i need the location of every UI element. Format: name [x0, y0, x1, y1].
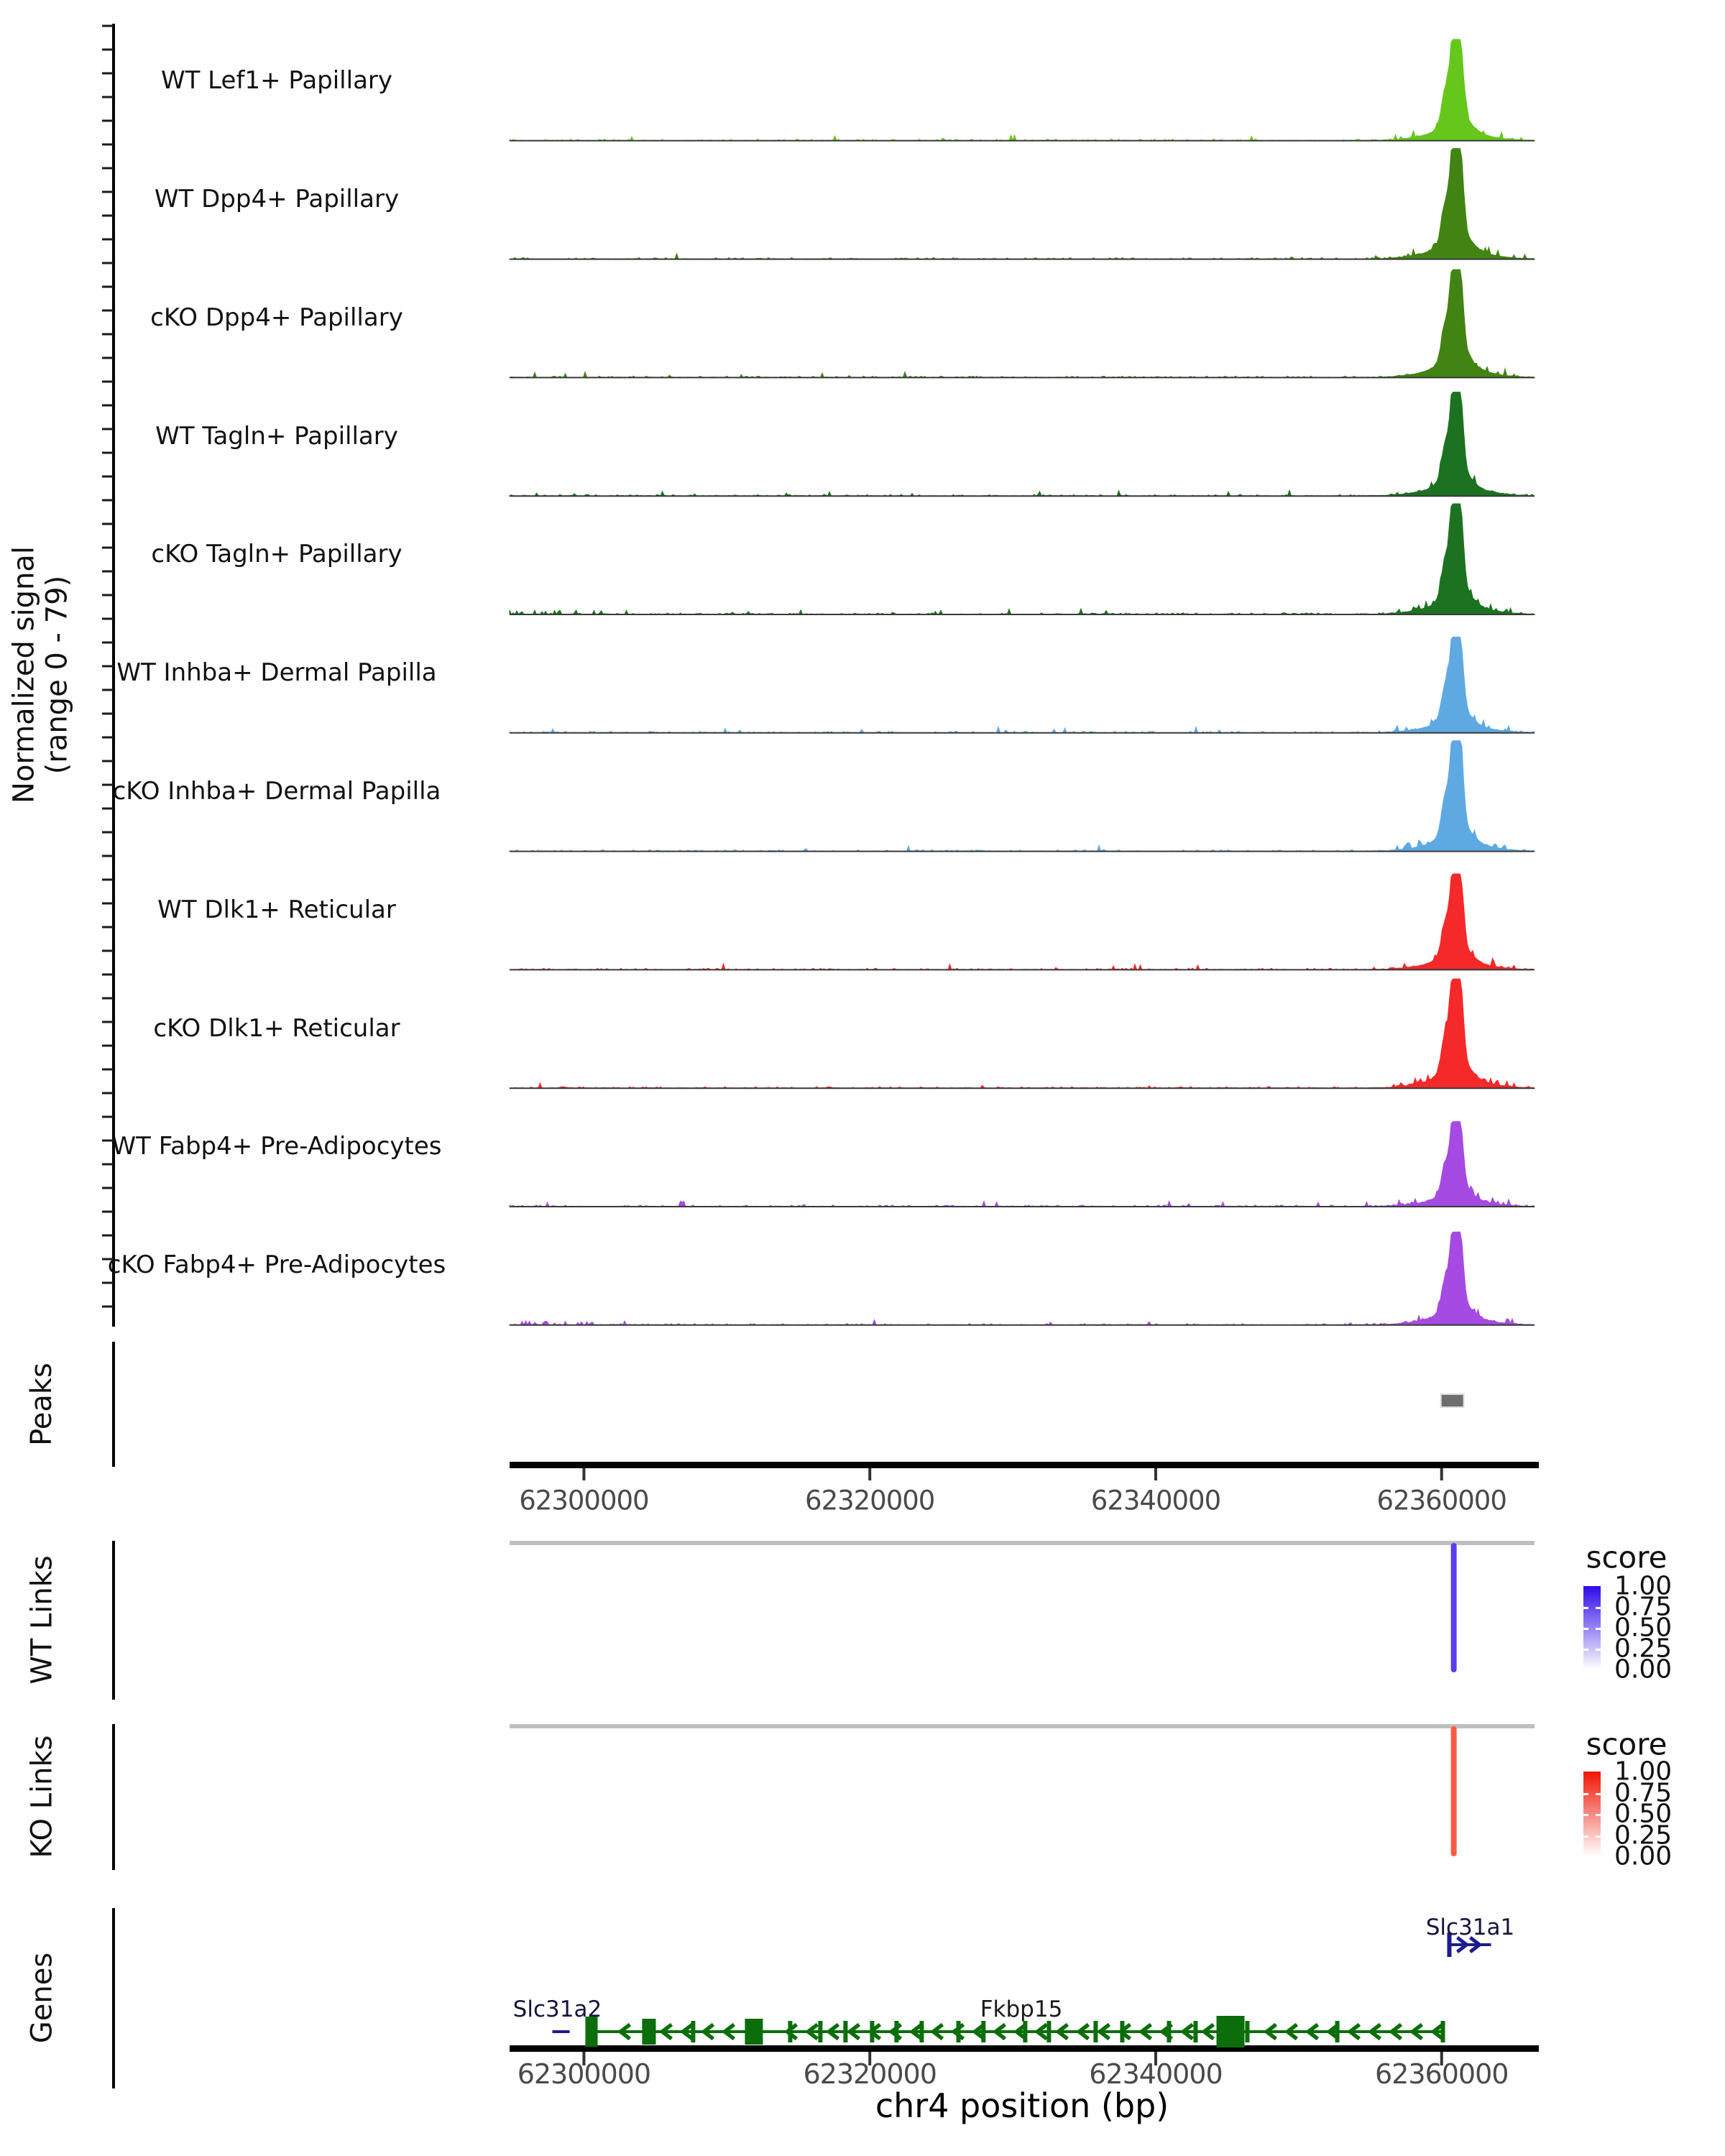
- axis-tick-label-2: 62340000: [1089, 2058, 1223, 2090]
- legend-value-label: 0.25: [1614, 1820, 1673, 1850]
- axis-tick-label-3: 62360000: [1376, 1485, 1506, 1516]
- gene-exon-box-Fkbp15-1: [642, 2019, 656, 2045]
- legend-tick: [1583, 1814, 1588, 1816]
- gene-name-label-Slc31a2: Slc31a2: [512, 1996, 602, 2022]
- ko-links-topline: [510, 1724, 1535, 1728]
- legend-tick: [1583, 1607, 1588, 1609]
- gene-body-Slc31a2: [552, 2030, 569, 2033]
- signal-area-track-9: [510, 1122, 1535, 1207]
- signal-axis-label-line2: (range 0 - 79): [40, 575, 74, 775]
- signal-area-track-8: [510, 979, 1535, 1088]
- track-label-3: WT Tagln+ Papillary: [155, 421, 398, 451]
- signal-area-track-3: [510, 392, 1535, 497]
- signal-area-track-1: [510, 149, 1535, 259]
- wt-link-line: [1451, 1543, 1457, 1672]
- legend-value-label: 1.00: [1614, 1571, 1673, 1601]
- signal-area-track-0: [510, 40, 1535, 141]
- axis-tick-label-1: 62320000: [803, 2058, 937, 2090]
- wt-score-legend-title: score: [1586, 1539, 1668, 1575]
- legend-tick: [1596, 1835, 1601, 1838]
- track-label-4: cKO Tagln+ Papillary: [151, 540, 402, 569]
- legend-tick: [1583, 1835, 1588, 1838]
- section-label-ko-links: KO Links: [25, 1735, 59, 1858]
- gene-exon-tick-Fkbp15-15: [1245, 2021, 1249, 2042]
- signal-area-track-5: [510, 637, 1535, 732]
- genome-axis: [510, 1462, 1539, 1468]
- track-label-0: WT Lef1+ Papillary: [160, 66, 393, 96]
- section-label-genes: Genes: [25, 1952, 59, 2044]
- section-label-wt-links: WT Links: [25, 1555, 59, 1685]
- signal-area-track-6: [510, 741, 1535, 852]
- track-label-1: WT Dpp4+ Papillary: [154, 184, 400, 213]
- axis-tick-label-0: 62300000: [519, 1485, 649, 1516]
- legend-value-label: 0.50: [1614, 1799, 1673, 1829]
- legend-tick: [1596, 1628, 1601, 1630]
- legend-tick: [1583, 1793, 1588, 1795]
- track-label-2: cKO Dpp4+ Papillary: [150, 303, 403, 332]
- legend-tick: [1583, 1649, 1588, 1651]
- signal-axis-label: [8, 24, 74, 1327]
- legend-value-label: 0.25: [1614, 1634, 1673, 1664]
- legend-tick: [1596, 1649, 1601, 1651]
- section-label-peaks: Peaks: [25, 1363, 58, 1446]
- legend-value-label: 0.50: [1614, 1613, 1673, 1643]
- legend-value-label: 0.00: [1614, 1654, 1673, 1685]
- gene-exon-tick-Fkbp15-2: [818, 2021, 822, 2042]
- signal-area-track-4: [510, 504, 1535, 614]
- ko-score-legend-title: score: [1586, 1726, 1668, 1762]
- legend-value-label: 0.00: [1614, 1841, 1673, 1871]
- gene-exon-tick-Fkbp15-10: [1046, 2021, 1051, 2042]
- signal-area-track-10: [510, 1232, 1535, 1325]
- x-axis-title: chr4 position (bp): [875, 2086, 1169, 2125]
- axis-tick-label-0: 62300000: [517, 2058, 651, 2090]
- signal-area-track-7: [510, 874, 1535, 969]
- track-label-8: cKO Dlk1+ Reticular: [153, 1013, 400, 1043]
- gene-name-label-Fkbp15: Fkbp15: [980, 1996, 1063, 2022]
- wt-links-topline: [510, 1541, 1535, 1545]
- gene-exon-tick-Fkbp15-5: [894, 2021, 898, 2042]
- track-label-10: cKO Fabp4+ Pre-Adipocytes: [107, 1250, 446, 1280]
- legend-tick: [1596, 1607, 1601, 1609]
- gene-name-label-Slc31a1: Slc31a1: [1425, 1915, 1515, 1940]
- axis-tick-label-2: 62340000: [1090, 1485, 1221, 1516]
- gene-exon-tick-Fkbp15-14: [1193, 2021, 1197, 2042]
- legend-value-label: 0.75: [1614, 1778, 1673, 1807]
- wt-score-gradient-bar: [1583, 1586, 1601, 1669]
- legend-tick: [1596, 1814, 1601, 1816]
- axis-tick-label-1: 62320000: [805, 1485, 935, 1516]
- legend-tick: [1583, 1628, 1588, 1630]
- track-label-7: WT Dlk1+ Reticular: [157, 895, 396, 924]
- legend-value-label: 1.00: [1614, 1756, 1673, 1787]
- axis-tick-label-3: 62360000: [1375, 2058, 1509, 2090]
- legend-value-label: 0.75: [1614, 1592, 1673, 1622]
- ko-link-line: [1451, 1726, 1457, 1856]
- gene-exon-box-Fkbp15-2: [745, 2019, 763, 2045]
- signal-axis-label-line1: Normalized signal: [7, 546, 41, 803]
- gene-exon-box-Fkbp15-3: [1216, 2016, 1244, 2047]
- signal-area-track-2: [510, 270, 1535, 377]
- legend-tick: [1596, 1793, 1601, 1795]
- genome-axis: [510, 2045, 1539, 2052]
- peak-interval-0: [1441, 1394, 1464, 1407]
- ko-score-gradient-bar: [1583, 1772, 1601, 1856]
- track-label-5: WT Inhba+ Dermal Papilla: [116, 658, 437, 688]
- track-label-6: cKO Inhba+ Dermal Papilla: [112, 776, 441, 806]
- track-label-9: WT Fabp4+ Pre-Adipocytes: [111, 1132, 442, 1161]
